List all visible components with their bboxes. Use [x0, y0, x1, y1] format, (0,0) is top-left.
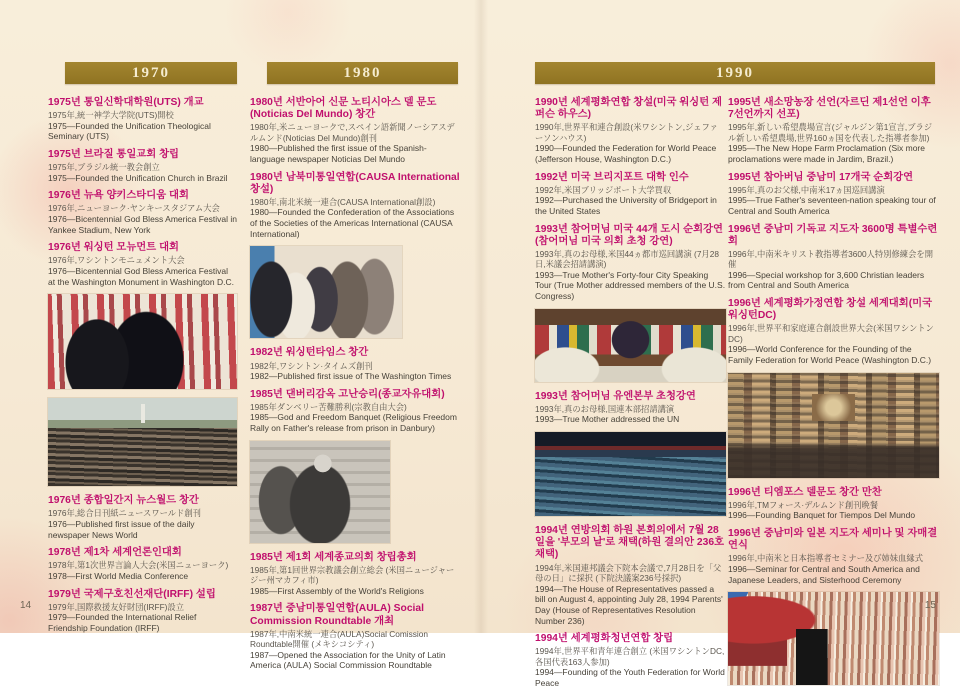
entry-text-en: 1985—First Assembly of the World's Religions [250, 585, 424, 596]
timeline-entry [728, 528, 939, 585]
entry-text-jp: 1993年,真のお母様,国連本部招請講演 [535, 404, 675, 415]
entry-text-en: 1992—Purchased the University of Bridgeport in the United States [535, 195, 717, 216]
entry-text-en: 1987—Opened the Association for the Unity of Latin America (AULA) Social Commission Roundtable [250, 649, 446, 671]
entry-heading-ko: 1985년 제1회 세계종교의회 창립총회 [250, 551, 417, 563]
entry-text-jp: 1990年,世界平和連合創設(米ワシントン,ジェファーソンハウス) [535, 122, 718, 143]
entry-text-en: 1982—Published first issue of The Washington Times [250, 371, 452, 382]
entry-heading-ko: 1980년 서반아어 신문 노티시아스 델 문도 (Noticias Del Mundo) 창간 [250, 97, 437, 121]
causa-reception-photo [250, 246, 402, 338]
seminar-crowd-photo [728, 592, 939, 685]
decade-band-1990: 1990 [535, 62, 935, 84]
entry-text-en: 1993—True Mother addressed the UN [535, 414, 680, 425]
entry-heading-ko: 1994년 연방의회 하원 본회의에서 7월 28일을 '부모의 날'로 채택(하원 결의안 236호 채택) [535, 525, 725, 561]
entry-text-en: 1996—Seminar for Central and South America and Japanese Leaders, and Sisterhood Ceremony [728, 563, 920, 585]
entry-heading-ko: 1996년 티엠포스 델문도 창간 만찬 [728, 486, 882, 498]
entry-text-en: 1994—The House of Representatives passed a bill on August 4, appointing July 28, 1994 Parents' Day (House of Representatives Resolution Number 236) [535, 583, 723, 626]
entry-text-en: 1980—Published the first issue of the Spanish-language newspaper Noticias Del Mundo [250, 143, 427, 164]
timeline-entry [48, 547, 237, 581]
timeline-entry [535, 172, 726, 217]
entry-text-jp: 1976年,総合日刊紙ニュースワールド創刊 [48, 508, 201, 519]
timeline-entry [728, 298, 939, 366]
page-gutter [474, 0, 488, 633]
entry-text-jp: 1987年,中南米統一連合(AULA)Social Comission Roundtable開催 (メキシコシティ) [250, 628, 428, 650]
entry-text-en: 1994—Founding of the Youth Federation for World Peace [535, 667, 725, 689]
entry-heading-ko: 1990년 세계평화연합 창설(미국 워싱턴 제퍼슨 하우스) [535, 97, 722, 121]
entry-heading-ko: 1979년 국제구호친선재단(IRFF) 설립 [48, 588, 216, 600]
entry-text-en: 1995—The New Hope Farm Proclamation (Six more proclamations were made in Jardim, Brazil.) [728, 143, 925, 164]
entry-text-en: 1995—True Father's seventeen-nation speaking tour of Central and South America [728, 195, 936, 216]
entry-text-en: 1975—Founded the Unification Theological Seminary (UTS) [48, 120, 211, 142]
entry-text-en: 1979—Founded the International Relief Friendship Foundation (IRFF) [48, 612, 197, 633]
entry-heading-ko: 1995년 새소망농장 선언(자르딘 제1선언 이후 7선언까지 선포) [728, 97, 931, 121]
entry-heading-ko: 1978년 제1차 세계언론인대회 [48, 547, 182, 559]
entry-text-jp: 1976年,ワシントンモニュメント大会 [48, 255, 185, 266]
entry-heading-ko: 1975년 통일신학대학원(UTS) 개교 [48, 97, 204, 108]
entry-text-jp: 1995年,真のお父様,中南米17ヵ国巡回講演 [728, 184, 885, 195]
entry-text-jp: 1993年,真のお母様,米国44ヵ都市巡回講演 (7月28日,米議会招請講演) [535, 248, 719, 270]
timeline-entry [250, 389, 461, 434]
entry-text-en: 1976—Published first issue of the daily newspaper News World [48, 518, 195, 540]
entry-text-jp: 1978年,第1次世界言論人大会(米国ニューヨーク) [48, 560, 229, 571]
entry-text-en: 1975—Founded the Unification Church in Brazil [48, 172, 228, 183]
entry-text-jp: 1992年,米国ブリッジポート大学買収 [535, 184, 672, 195]
timeline-entry [728, 224, 939, 292]
entry-heading-ko: 1982년 워싱턴타임스 창간 [250, 347, 369, 359]
timeline-entry [535, 391, 726, 425]
timeline-entry [48, 589, 237, 634]
entry-text-jp: 1980年,米ニューヨークで,スペイン語新聞ノーシアスデルムンド(Noticias Del Mundo)創刊 [250, 122, 455, 143]
timeline-entry [250, 172, 461, 240]
congress-speech-flags-photo [535, 309, 726, 382]
un-assembly-photo [535, 432, 726, 516]
yankee-stadium-festival-photo [48, 294, 237, 389]
entry-text-jp: 1979年,国際救援友好財団(IRFF)設立 [48, 601, 184, 612]
page-number-left: 14 [20, 600, 32, 611]
decade-band-1980: 1980 [267, 62, 458, 84]
entry-heading-ko: 1975년 브라질 통일교회 창립 [48, 149, 179, 160]
entry-text-jp: 1985年,第1回世界宗教議会創立総会 (米国ニュージャージー州マカフィ市) [250, 564, 455, 586]
entry-text-jp: 1985年ダンベリー苦難勝利(宗教自由大会) [250, 401, 407, 412]
timeline-column-1970 [48, 97, 237, 641]
entry-text-jp: 1982年,ワシントン·タイムズ創刊 [250, 360, 373, 371]
entry-heading-ko: 1976년 워싱턴 모뉴먼트 대회 [48, 242, 179, 254]
entry-heading-ko: 1987년 중남미통일연합(AULA) Social Commission Roundtable 개최 [250, 603, 424, 627]
entry-text-en: 1990—Founded the Federation for World Peace (Jefferson House, Washington D.C.) [535, 143, 717, 164]
entry-text-en: 1980—Founded the Confederation of the Associations of the Societies of the Americas International (CAUSA International) [250, 207, 455, 239]
timeline-entry [535, 97, 726, 165]
timeline-entry [48, 190, 237, 235]
entry-heading-ko: 1996년 세계평화가정연합 창설 세계대회(미국 워싱턴DC) [728, 298, 933, 322]
entry-text-jp: 1976年,ニューヨーク·ヤンキースタジアム大会 [48, 203, 220, 214]
timeline-entry [728, 172, 939, 217]
entry-heading-ko: 1996년 중남미 기독교 지도자 3600명 특별수련회 [728, 223, 938, 247]
ffwp-founding-hall-photo [728, 373, 939, 478]
entry-text-jp: 1975年,ブラジル統一教会創立 [48, 162, 160, 173]
entry-text-en: 1996—World Conference for the Founding of the Family Federation for World Peace (Washington D.C.) [728, 344, 932, 366]
entry-text-jp: 1996年,TMフォース·デルムンド創刊晩餐 [728, 499, 879, 510]
timeline-entry [48, 495, 237, 540]
entry-text-en: 1993—True Mother's Forty-four City Speaking Tour (True Mother addressed members of the U.S. Congress) [535, 269, 726, 302]
danbury-release-photo [250, 441, 390, 543]
entry-text-jp: 1980年,南北米統一連合(CAUSA International創設) [250, 196, 436, 207]
timeline-column-1980 [250, 97, 461, 678]
entry-text-en: 1985—God and Freedom Banquet (Religious Freedom Rally on Father's release from prison in Danbury) [250, 412, 457, 434]
entry-heading-ko: 1996년 중남미와 일본 지도자 세미나 및 자매결연식 [728, 528, 938, 552]
timeline-entry [250, 97, 461, 165]
washington-monument-crowd-photo [48, 398, 237, 486]
timeline-entry [250, 552, 461, 597]
entry-text-jp: 1994年,世界平和青年連合創立 (米国ワシントンDC,各国代表163人参加) [535, 646, 725, 667]
timeline-entry [535, 224, 726, 302]
entry-text-jp: 1996年,中南米キリスト教指導者3600人特別修練会を開催 [728, 248, 933, 270]
decade-band-1970: 1970 [65, 62, 237, 84]
entry-text-en: 1976—Bicentennial God Bless America Festival in Yankee Stadium, New York [48, 213, 237, 235]
entry-text-en: 1978—First World Media Conference [48, 570, 189, 581]
timeline-entry [250, 347, 461, 381]
timeline-entry [728, 487, 939, 521]
timeline-entry [535, 525, 726, 626]
entry-heading-ko: 1992년 미국 브리지포트 대학 인수 [535, 171, 689, 183]
entry-text-jp: 1995年,新しい希望農場宣言(ジャルジン第1宣言,ブラジル新しい希望農場,世界160ヵ国を代表した指導者参加) [728, 122, 933, 143]
timeline-column-1990-left [535, 97, 726, 696]
entry-text-en: 1996—Founding Banquet for Tiempos Del Mundo [728, 510, 916, 521]
entry-text-jp: 1996年,中南米と日本指導者セミナー及び姉妹血縁式 [728, 553, 923, 564]
entry-heading-ko: 1993년 참어머님 유엔본부 초청강연 [535, 390, 696, 402]
entry-heading-ko: 1995년 참아버님 중남미 17개국 순회강연 [728, 171, 914, 183]
timeline-entry [48, 242, 237, 287]
entry-heading-ko: 1976년 뉴욕 양키스타디움 대회 [48, 190, 189, 202]
timeline-entry [535, 633, 726, 688]
timeline-entry [48, 149, 237, 183]
page-number-right: 15 [924, 600, 936, 611]
timeline-entry [728, 97, 939, 165]
entry-text-jp: 1994年,米国連邦議会下院本会議で,7月28日を「父母の日」に採択 (下院決議案236号採択) [535, 562, 722, 584]
entry-text-jp: 1975年,統一神学大学院(UTS)開校 [48, 110, 174, 121]
entry-heading-ko: 1993년 참어머님 미국 44개 도시 순회강연 (참어머님 미국 의회 초청 강연) [535, 223, 723, 247]
entry-text-en: 1996—Special workshop for 3,600 Christian leaders from Central and South America [728, 269, 925, 291]
timeline-entry [48, 97, 237, 142]
timeline-entry [250, 603, 461, 671]
entry-text-jp: 1996年,世界平和家庭連合創設世界大会(米国ワシントンDC) [728, 323, 934, 344]
timeline-column-1990-right [728, 97, 939, 694]
entry-text-en: 1976—Bicentennial God Bless America Festival at the Washington Monument in Washington D.C. [48, 265, 234, 287]
entry-heading-ko: 1980년 남북미통일연합(CAUSA International 창설) [250, 171, 460, 195]
entry-heading-ko: 1994년 세계평화청년연합 창립 [535, 633, 674, 645]
entry-heading-ko: 1985년 댄버리감옥 고난승리(종교자유대회) [250, 388, 445, 400]
entry-heading-ko: 1976년 종합일간지 뉴스월드 창간 [48, 495, 199, 507]
